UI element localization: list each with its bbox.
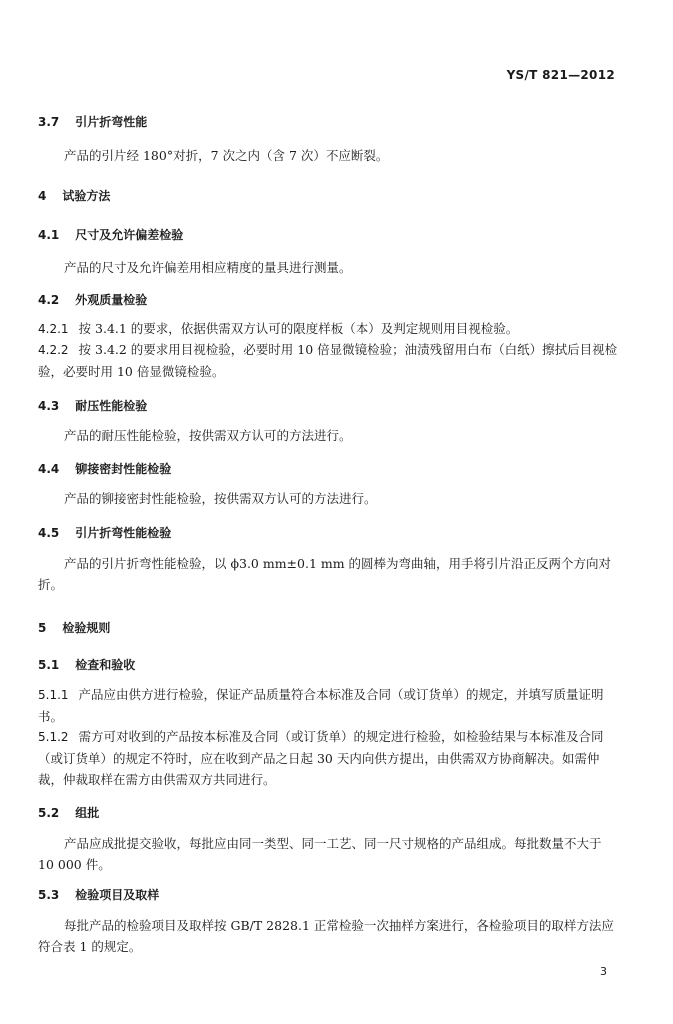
heading-number: 3.7 (38, 115, 60, 129)
heading-title: 组批 (75, 806, 100, 820)
paragraph-4-4: 产品的铆接密封性能检验，按供需双方认可的方法进行。 (64, 491, 377, 506)
heading-title: 检查和验收 (75, 658, 136, 672)
heading-4-5 (38, 524, 620, 541)
heading-number: 4.4 (38, 462, 60, 476)
heading-title: 检验规则 (62, 621, 111, 635)
heading-4-3 (38, 397, 620, 414)
clause-text: 按 3.4.1 的要求，依据供需双方认可的限度样板（本）及判定规则用目视检验。 (78, 321, 519, 336)
heading-title: 耐压性能检验 (75, 399, 148, 413)
heading-number: 4.2 (38, 293, 60, 307)
paragraph-4-2-1 (38, 318, 620, 340)
heading-title: 引片折弯性能 (75, 115, 148, 129)
paragraph-4-5: 产品的引片折弯性能检验，以 ϕ3.0 mm±0.1 mm 的圆棒为弯曲轴，用手将引片沿正反两个方向对折。 (38, 556, 612, 592)
heading-title: 外观质量检验 (75, 293, 148, 307)
paragraph-5-3: 每批产品的检验项目及取样按 GB/T 2828.1 正常检验一次抽样方案进行，各检验项目的取样方法应符合表 1 的规定。 (38, 918, 614, 954)
paragraph-3-7: 产品的引片经 180°对折，7 次之内（含 7 次）不应断裂。 (64, 148, 389, 163)
heading-number: 4.3 (38, 399, 60, 413)
paragraph-5-1-2 (38, 726, 620, 790)
clause-number: 5.1.1 (38, 688, 69, 702)
heading-4-4 (38, 460, 620, 477)
heading-number: 5.1 (38, 658, 60, 672)
heading-5-2 (38, 804, 620, 821)
paragraph-4-2-2 (38, 339, 620, 382)
clause-number: 4.2.1 (38, 322, 69, 336)
heading-title: 引片折弯性能检验 (75, 526, 172, 540)
heading-number: 4.5 (38, 526, 60, 540)
heading-4-2 (38, 291, 620, 308)
page-number: 3 (600, 965, 607, 978)
heading-number: 5.3 (38, 888, 60, 902)
heading-4-1 (38, 226, 620, 243)
heading-5-1 (38, 656, 620, 673)
heading-number: 5 (38, 621, 47, 635)
standard-code: YS/T 821—2012 (506, 68, 615, 82)
paragraph-5-2: 产品应成批提交验收，每批应由同一类型、同一工艺、同一尺寸规格的产品组成。每批数量不大于 10 000 件。 (38, 836, 602, 872)
heading-4 (38, 187, 620, 204)
heading-number: 4.1 (38, 228, 60, 242)
clause-text: 需方可对收到的产品按本标准及合同（或订货单）的规定进行检验，如检验结果与本标准及合同（或订货单）的规定不符时，应在收到产品之日起 30 天内向供方提出，由供需双方协商解决。如需仲裁，仲裁取样在需方由供需双方共同进行。 (38, 729, 604, 787)
heading-title: 尺寸及允许偏差检验 (75, 228, 184, 242)
heading-5-3 (38, 886, 620, 903)
heading-title: 检验项目及取样 (75, 888, 160, 902)
clause-number: 4.2.2 (38, 343, 69, 357)
clause-text: 产品应由供方进行检验，保证产品质量符合本标准及合同（或订货单）的规定，并填写质量证明书。 (38, 687, 604, 724)
clause-text: 按 3.4.2 的要求用目视检验，必要时用 10 倍显微镜检验；油渍残留用白布（白纸）擦拭后目视检验，必要时用 10 倍显微镜检验。 (38, 342, 618, 379)
heading-3-7 (38, 113, 620, 130)
heading-number: 5.2 (38, 806, 60, 820)
clause-number: 5.1.2 (38, 730, 69, 744)
paragraph-5-1-1 (38, 684, 620, 727)
heading-number: 4 (38, 189, 47, 203)
paragraph-4-1: 产品的尺寸及允许偏差用相应精度的量具进行测量。 (64, 260, 352, 275)
paragraph-4-3: 产品的耐压性能检验，按供需双方认可的方法进行。 (64, 428, 352, 443)
heading-title: 铆接密封性能检验 (75, 462, 172, 476)
heading-5 (38, 619, 620, 636)
heading-title: 试验方法 (62, 189, 111, 203)
